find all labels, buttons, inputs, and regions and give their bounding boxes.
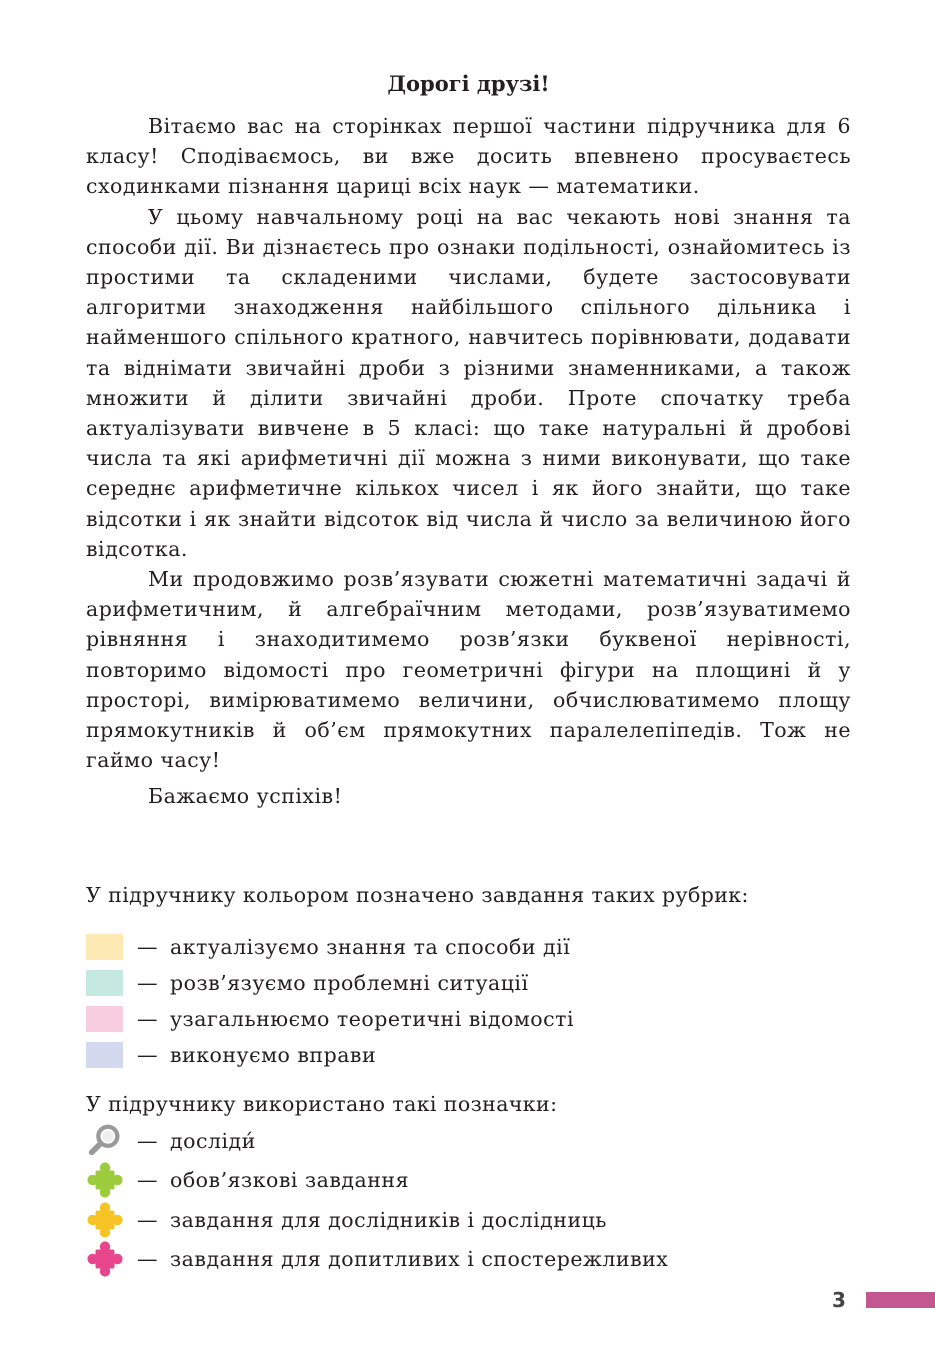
rubric-label: узагальнюємо теоретичні відомості <box>170 1007 574 1031</box>
rubrics-legend <box>86 929 574 1073</box>
magnifier-icon <box>86 1122 124 1160</box>
dash: — <box>137 971 158 995</box>
rubric-item <box>86 1001 574 1037</box>
rubric-swatch-blue <box>86 1042 123 1068</box>
mark-label: обов’язкові завдання <box>170 1168 410 1193</box>
rubrics-title: У підручнику кольором позначено завдання таких рубрик: <box>86 883 749 907</box>
dash: — <box>137 1207 158 1232</box>
page-number: 3 <box>832 1288 846 1312</box>
marks-legend <box>86 1121 668 1279</box>
puzzle-yellow-icon <box>86 1201 124 1239</box>
rubric-swatch-teal <box>86 970 123 996</box>
mark-label: завдання для дослідників і дослідниць <box>170 1207 607 1232</box>
mark-item <box>86 1200 668 1240</box>
dash: — <box>137 1043 158 1067</box>
mark-label: завдання для допитливих і спостережливих <box>170 1247 669 1272</box>
intro-text <box>86 111 851 812</box>
rubric-label: актуалізуємо знання та способи дії <box>170 935 571 959</box>
wish-line: Бажаємо успіхів! <box>148 784 343 809</box>
rubric-label: розв’язуємо проблемні ситуації <box>170 971 529 995</box>
rubric-item <box>86 929 574 965</box>
intro-paragraph: Вітаємо вас на сторінках першої частини підручника для 6 класу! Сподіваємось, ви вже досить впевнено просуваєтесь сходинками пізнання цариці всіх наук — математики. <box>86 114 851 199</box>
mark-label: досліди́ <box>170 1128 256 1153</box>
dash: — <box>137 1007 158 1031</box>
page-title: Дорогі друзі! <box>387 71 550 96</box>
rubric-swatch-yellow <box>86 934 123 960</box>
dash: — <box>137 1247 158 1272</box>
mark-item <box>86 1240 668 1280</box>
intro-paragraph: Ми продовжимо розв’язувати сюжетні математичні задачі й арифметичним, й алгебраїчним методами, розв’язуватимемо рівняння і знаходитимемо розв’язки буквеної нерівності, повторимо відомості про геометричні фігури на площині й у просторі, вимірюватимемо величини, обчислюватимемо площу прямокутників й об’єм прямокутних паралелепіпедів. Тож не гаймо часу! <box>86 567 851 773</box>
rubric-item <box>86 1037 574 1073</box>
rubric-label: виконуємо вправи <box>170 1043 377 1067</box>
puzzle-green-icon <box>86 1161 124 1199</box>
marks-title: У підручнику використано такі позначки: <box>86 1092 558 1116</box>
dash: — <box>137 1128 158 1153</box>
mark-item <box>86 1161 668 1201</box>
rubric-item <box>86 965 574 1001</box>
intro-paragraph: У цьому навчальному році на вас чекають нові знання та способи дії. Ви дізнаєтесь про ознаки подільності, ознайомитесь із простими та складеними числами, будете застосовувати алгоритми знаходження найбільшого спільного дільника і найменшого спільного кратного, навчитесь порівнювати, додавати та віднімати звичайні дроби з різними знаменниками, а також множити й ділити звичайні дроби. Проте спочатку треба актуалізувати вивчене в 5 класі: що таке натуральні й дробові числа та які арифметичні дії можна з ними виконувати, що таке середнє арифметичне кількох чисел і як його знайти, що таке відсотки і як знайти відсоток від числа й число за величиною його відсотка. <box>86 204 851 561</box>
puzzle-pink-icon <box>86 1240 124 1278</box>
mark-item <box>86 1121 668 1161</box>
page-number-bar <box>866 1292 935 1308</box>
dash: — <box>137 1168 158 1193</box>
rubric-swatch-pink <box>86 1006 123 1032</box>
dash: — <box>137 935 158 959</box>
